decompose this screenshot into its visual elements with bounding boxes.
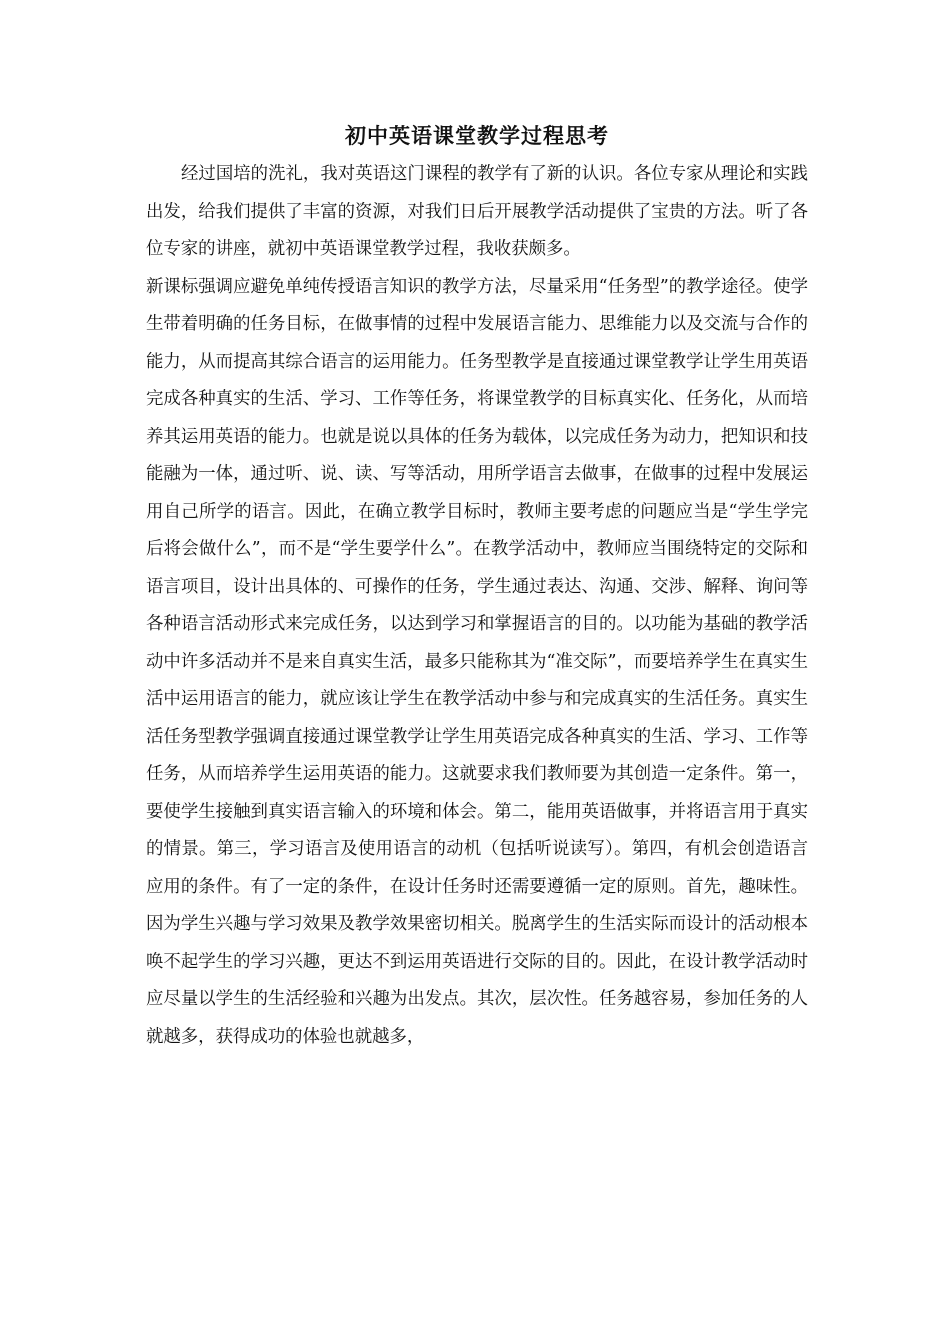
document-page [146, 116, 808, 1056]
document-title: 初中英语课堂教学过程思考 [345, 123, 609, 148]
paragraph-body: 新课标强调应避免单纯传授语言知识的教学方法，尽量采用“任务型”的教学途径。使学生带着明确的任务目标，在做事情的过程中发展语言能力、思维能力以及交流与合作的能力，从而提高其综合语言的运用能力。任务型教学是直接通过课堂教学让学生用英语完成各种真实的生活、学习、工作等任务，将课堂教学的目标真实化、任务化，从而培养其运用英语的能力。也就是说以具体的任务为载体，以完成任务为动力，把知识和技能融为一体，通过听、说、读、写等活动，用所学语言去做事，在做事的过程中发展运用自己所学的语言。因此，在确立教学目标时，教师主要考虑的问题应当是“学生学完后将会做什么”，而不是“学生要学什么”。在教学活动中，教师应当围绕特定的交际和语言项目，设计出具体的、可操作的任务，学生通过表达、沟通、交涉、解释、询问等各种语言活动形式来完成任务，以达到学习和掌握语言的目的。以功能为基础的教学活动中许多活动并不是来自真实生活，最多只能称其为“准交际”，而要培养学生在真实生活中运用语言的能力，就应该让学生在教学活动中参与和完成真实的生活任务。真实生活任务型教学强调直接通过课堂教学让学生用英语完成各种真实的生活、学习、工作等任务，从而培养学生运用英语的能力。这就要求我们教师要为其创造一定条件。第一，要使学生接触到真实语言输入的环境和体会。第二，能用英语做事，并将语言用于真实的情景。第三，学习语言及使用语言的动机（包括听说读写）。第四，有机会创造语言应用的条件。有了一定的条件，在设计任务时还需要遵循一定的原则。首先，趣味性。因为学生兴趣与学习效果及教学效果密切相关。脱离学生的生活实际而设计的活动根本唤不起学生的学习兴趣，更达不到运用英语进行交际的目的。因此，在设计教学活动时应尽量以学生的生活经验和兴趣为出发点。其次，层次性。任务越容易，参加任务的人就越多，获得成功的体验也就越多， [146, 276, 808, 1047]
paragraph-intro: 经过国培的洗礼，我对英语这门课程的教学有了新的认识。各位专家从理论和实践出发，给我们提供了丰富的资源，对我们日后开展教学活动提供了宝贵的方法。听了各位专家的讲座，就初中英语课堂教学过程，我收获颇多。 [146, 164, 808, 259]
